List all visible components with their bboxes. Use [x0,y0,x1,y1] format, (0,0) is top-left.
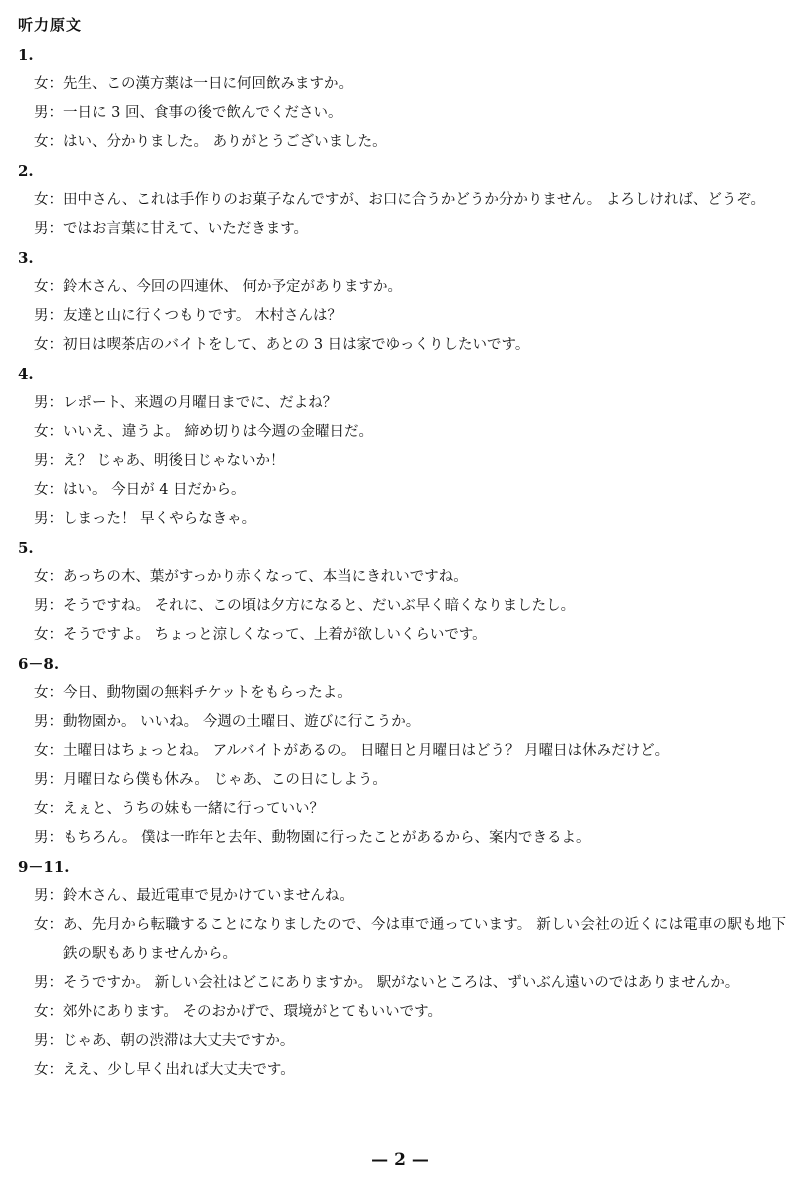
utterance-text: そうですよ。 ちょっと涼しくなって、上着が欲しいくらいです。 [63,627,487,643]
utterance-text: 郊外にあります。 そのおかげで、環境がとてもいいです。 [63,1004,442,1020]
utterance-text: 鈴木さん、最近電車で見かけていませんね。 [63,888,354,904]
speaker-separator: ： [48,830,63,846]
dialogue-lines [0,186,800,244]
dialogue-line [34,447,786,476]
speaker-separator: ： [48,975,63,991]
dialogue-line [34,99,786,128]
dialogue-line [34,824,786,853]
utterance-text: 月曜日なら僕も休み。 じゃあ、この日にしよう。 [63,772,387,788]
dialogue-line [34,592,786,621]
utterance-text: 今日、動物園の無料チケットをもらったよ。 [63,685,352,701]
speaker-name: 女 [34,1004,49,1020]
speaker-separator: ： [48,1033,63,1049]
speaker-label [34,389,63,418]
dialogue-section [0,244,800,360]
speaker-label [34,476,63,505]
speaker-name: 女 [34,1062,49,1078]
speaker-label [34,795,63,824]
utterance-text: え？ じゃあ、明後日じゃないか！ [63,453,285,469]
speaker-separator: ： [48,685,63,701]
utterance-text: そうですか。 新しい会社はどこにありますか。 駅がないところは、ずいぶん遠いのではありませんか。 [63,975,740,991]
speaker-name: 女 [34,76,49,92]
speaker-label [34,708,63,737]
dialogue-lines [0,389,800,534]
utterance-text: 一日に 3 回、食事の後で飲んでください。 [63,105,343,121]
page-number: — 2 — [371,1150,429,1170]
speaker-separator: ： [48,453,63,469]
dialogue-line [34,389,786,418]
dialogue-section [0,41,800,157]
dialogue-line [34,273,786,302]
speaker-name: 男 [34,395,49,411]
speaker-label [34,418,63,447]
speaker-separator: ： [48,511,63,527]
dialogue-line [34,737,786,766]
speaker-label [34,766,63,795]
question-number: 3. [18,249,34,267]
speaker-separator: ： [48,801,63,817]
dialogue-line [34,882,786,911]
utterance-text: 友達と山に行くつもりです。 木村さんは？ [63,308,342,324]
dialogue-line [34,766,786,795]
dialogue-line [34,708,786,737]
utterance-text: ではお言葉に甘えて、いただきます。 [63,221,309,237]
speaker-label [34,302,63,331]
speaker-separator: ： [48,1004,63,1020]
speaker-separator: ： [48,134,63,150]
transcript-body [0,41,800,1085]
dialogue-line [34,679,786,708]
dialogue-lines [0,273,800,360]
dialogue-line [34,186,786,215]
speaker-separator: ： [48,627,63,643]
dialogue-lines [0,70,800,157]
speaker-name: 女 [34,279,49,295]
speaker-name: 男 [34,598,49,614]
dialogue-line [34,911,786,969]
utterance-text: もちろん。 僕は一昨年と去年、動物園に行ったことがあるから、案内できるよ。 [63,830,591,846]
speaker-name: 女 [34,917,49,933]
dialogue-line [34,621,786,650]
dialogue-line [34,331,786,360]
speaker-label [34,70,63,99]
speaker-label [34,563,63,592]
speaker-separator: ： [48,743,63,759]
question-number: 9－11. [18,858,70,876]
speaker-name: 女 [34,743,49,759]
utterance-text: じゃあ、朝の渋滞は大丈夫ですか。 [63,1033,295,1049]
speaker-separator: ： [48,888,63,904]
speaker-label [34,331,63,360]
question-number: 6－8. [18,655,60,673]
utterance-text: 動物園か。 いいね。 今週の土曜日、遊びに行こうか。 [63,714,421,730]
dialogue-section [0,360,800,534]
speaker-name: 女 [34,569,49,585]
utterance-text: 鈴木さん、今回の四連休、 何か予定がありますか。 [63,279,402,295]
utterance-text: レポート、来週の月曜日までに、だよね？ [63,395,338,411]
dialogue-line [34,1027,786,1056]
dialogue-lines [0,563,800,650]
speaker-label [34,505,63,534]
speaker-name: 男 [34,511,49,527]
dialogue-section [0,157,800,244]
speaker-name: 女 [34,627,49,643]
speaker-label [34,273,63,302]
utterance-text: いいえ、違うよ。 締め切りは今週の金曜日だ。 [63,424,373,440]
speaker-label [34,186,63,215]
utterance-text: 先生、この漢方薬は一日に何回飲みますか。 [63,76,353,92]
utterance-text: ええ、少し早く出れば大丈夫です。 [63,1062,295,1078]
speaker-name: 男 [34,975,49,991]
speaker-separator: ： [48,714,63,730]
speaker-label [34,99,63,128]
speaker-name: 男 [34,1033,49,1049]
speaker-label [34,1056,63,1085]
speaker-separator: ： [48,221,63,237]
speaker-label [34,592,63,621]
speaker-name: 女 [34,337,49,353]
utterance-text: はい、分かりました。 ありがとうございました。 [63,134,387,150]
question-number: 1. [18,46,34,64]
speaker-label [34,447,63,476]
speaker-name: 男 [34,221,49,237]
utterance-text: 初日は喫茶店のバイトをして、あとの 3 日は家でゆっくりしたいです。 [63,337,530,353]
speaker-separator: ： [48,308,63,324]
speaker-separator: ： [48,76,63,92]
dialogue-line [34,969,786,998]
speaker-label [34,998,63,1027]
speaker-separator: ： [48,482,63,498]
speaker-separator: ： [48,279,63,295]
dialogue-section [0,650,800,853]
speaker-name: 男 [34,714,49,730]
utterance-text: しまった！ 早くやらなきゃ。 [63,511,257,527]
dialogue-line [34,505,786,534]
speaker-label [34,1027,63,1056]
dialogue-lines [0,882,800,1085]
speaker-separator: ： [48,192,63,208]
dialogue-line [34,476,786,505]
speaker-label [34,911,63,969]
dialogue-line [34,795,786,824]
speaker-name: 男 [34,308,49,324]
speaker-name: 男 [34,772,49,788]
dialogue-line [34,302,786,331]
speaker-separator: ： [48,424,63,440]
utterance-text: あ、先月から転職することになりましたので、今は車で通っています。 新しい会社の近くには電車の駅も地下鉄の駅もありませんから。 [63,917,786,962]
dialogue-line [34,215,786,244]
speaker-separator: ： [48,105,63,121]
document-title: 听力原文 [18,16,83,34]
speaker-name: 男 [34,105,49,121]
speaker-name: 女 [34,801,49,817]
utterance-text: はい。 今日が 4 日だから。 [63,482,246,498]
speaker-label [34,621,63,650]
dialogue-section [0,534,800,650]
utterance-text: そうですね。 それに、この頃は夕方になると、だいぶ早く暗くなりましたし。 [63,598,576,614]
speaker-name: 男 [34,888,49,904]
speaker-separator: ： [48,1062,63,1078]
speaker-separator: ： [48,337,63,353]
speaker-label [34,679,63,708]
speaker-name: 女 [34,424,49,440]
dialogue-lines [0,679,800,853]
speaker-separator: ： [48,569,63,585]
utterance-text: えぇと、うちの妹も一緒に行っていい？ [63,801,324,817]
dialogue-line [34,563,786,592]
dialogue-line [34,128,786,157]
speaker-label [34,215,63,244]
question-number: 2. [18,162,34,180]
speaker-label [34,128,63,157]
speaker-name: 女 [34,685,49,701]
utterance-text: あっちの木、葉がすっかり赤くなって、本当にきれいですね。 [63,569,468,585]
speaker-separator: ： [48,772,63,788]
dialogue-line [34,998,786,1027]
speaker-label [34,824,63,853]
speaker-name: 女 [34,134,49,150]
speaker-label [34,969,63,998]
question-number: 5. [18,539,34,557]
dialogue-section [0,853,800,1085]
speaker-name: 男 [34,453,49,469]
question-number: 4. [18,365,34,383]
dialogue-line [34,418,786,447]
utterance-text: 土曜日はちょっとね。 アルバイトがあるの。 日曜日と月曜日はどう？ 月曜日は休みだけど。 [63,743,670,759]
speaker-separator: ： [48,917,63,933]
speaker-name: 女 [34,192,49,208]
speaker-name: 女 [34,482,49,498]
speaker-separator: ： [48,598,63,614]
speaker-separator: ： [48,395,63,411]
speaker-name: 男 [34,830,49,846]
dialogue-line [34,1056,786,1085]
dialogue-line [34,70,786,99]
speaker-label [34,882,63,911]
utterance-text: 田中さん、これは手作りのお菓子なんですが、お口に合うかどうか分かりません。 よろしければ、どうぞ。 [63,192,766,208]
speaker-label [34,737,63,766]
